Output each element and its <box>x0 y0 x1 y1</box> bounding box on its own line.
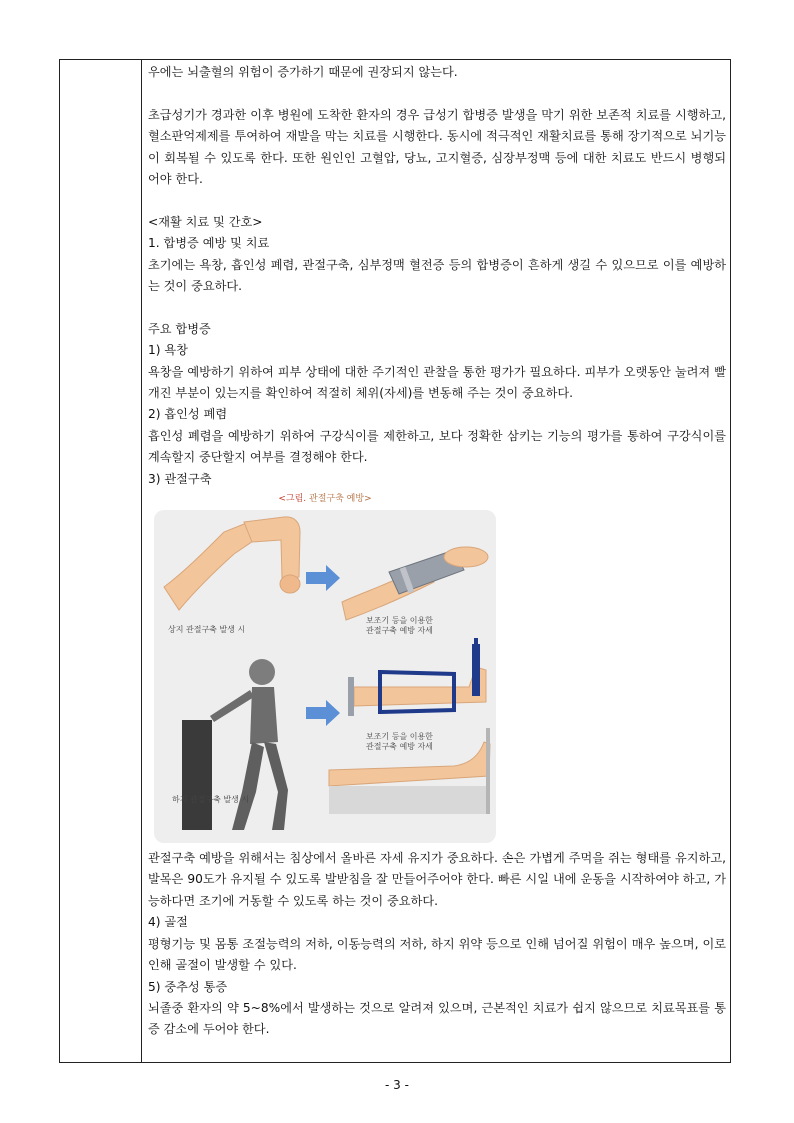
heading-fracture: 4) 골절 <box>148 915 188 930</box>
figure-title: <그림. 관절구축 예방> <box>278 494 372 505</box>
content-table <box>59 59 731 1063</box>
main-complications-label: 주요 합병증 <box>148 321 211 336</box>
figure-illustration <box>154 492 496 844</box>
paragraph-pneumonia: 흡인성 폐렴을 예방하기 위하여 구강식이를 제한하고, 보다 정확한 삼키는 기능의 평가를 통하여 구강식이를 계속할지 중단할지 여부를 결정해야 한다. <box>148 428 726 465</box>
caption-lower-right-2: 관절구축 예방 자세 <box>366 742 433 752</box>
caption-upper-right-1: 보조기 등을 이용한 <box>366 616 433 626</box>
arm-splint-illustration <box>342 547 488 620</box>
caption-upper-left: 상지 관절구축 발생 시 <box>168 625 246 635</box>
leg-brace-illustration <box>348 638 486 716</box>
paragraph-complications: 초기에는 욕창, 흡인성 폐렴, 관절구축, 심부정맥 혈전증 등의 합병증이 흔하게 생길 수 있으므로 이를 예방하는 것이 중요하다. <box>148 257 726 294</box>
heading-pneumonia: 2) 흡인성 폐렴 <box>148 407 228 422</box>
paragraph-contracture: 관절구축 예방을 위해서는 침상에서 올바른 자세 유지가 중요하다. 손은 가볍게 주먹을 쥐는 형태를 유지하고, 발목은 90도가 유지될 수 있도록 발받침을 잘 만들어주어야 한다. 빠른 시일 내에 운동을 시작하여야 하고, 가능하다면 조기에 거동할 수 있도록 하는 것이 중요하다. <box>148 851 726 908</box>
caption-lower-left: 하지 관절구축 발생 시 <box>172 795 250 805</box>
paragraph-bedsore: 욕창을 예방하기 위하여 피부 상태에 대한 주기적인 관찰을 통한 평가가 필요하다. 피부가 오랫동안 눌려져 빨개진 부분이 있는지를 확인하여 적절히 체위(자세)를 변동해 주는 것이 중요하다. <box>148 364 726 401</box>
paragraph-acute-treatment: 초급성기가 경과한 이후 병원에 도착한 환자의 경우 급성기 합병증 발생을 막기 위한 보존적 치료를 시행하고, 혈소판억제제를 투여하여 재발을 막는 치료를 시행한다. 동시에 적극적인 재활치료를 통해 장기적으로 뇌기능이 회복될 수 있도록 한다. 또한 원인인 고혈압, 당뇨, 고지혈증, 심장부정맥 등에 대한 치료도 반드시 병행되어야 한다. <box>148 107 726 187</box>
caption-upper-right-2: 관절구축 예방 자세 <box>366 626 433 636</box>
paragraph-central-pain: 뇌졸중 환자의 약 5~8%에서 발생하는 것으로 알려져 있으며, 근본적인 치료가 쉽지 않으므로 치료목표를 통증 감소에 두어야 한다. <box>148 1000 726 1037</box>
section-title: <재활 치료 및 간호> <box>148 214 263 229</box>
paragraph-fracture: 평형기능 및 몸통 조절능력의 저하, 이동능력의 저하, 하지 위약 등으로 인해 넘어질 위험이 매우 높으며, 이로 인해 골절이 발생할 수 있다. <box>148 936 726 973</box>
column-divider <box>141 60 142 1062</box>
heading-bedsore: 1) 욕창 <box>148 343 188 358</box>
paragraph-intro-tail: 우에는 뇌출혈의 위험이 증가하기 때문에 권장되지 않는다. <box>148 65 458 79</box>
contracture-figure <box>154 492 496 844</box>
bent-arm-illustration <box>164 517 300 610</box>
arrow-right-icon <box>306 700 340 726</box>
caption-lower-right-1: 보조기 등을 이용한 <box>366 732 433 742</box>
arrow-right-icon <box>306 565 340 591</box>
heading-complications: 1. 합병증 예방 및 치료 <box>148 236 270 251</box>
content-cell <box>148 62 726 1041</box>
heading-central-pain: 5) 중추성 통증 <box>148 979 228 994</box>
heading-contracture: 3) 관절구축 <box>148 471 212 486</box>
page-number: - 3 - <box>385 1078 409 1092</box>
